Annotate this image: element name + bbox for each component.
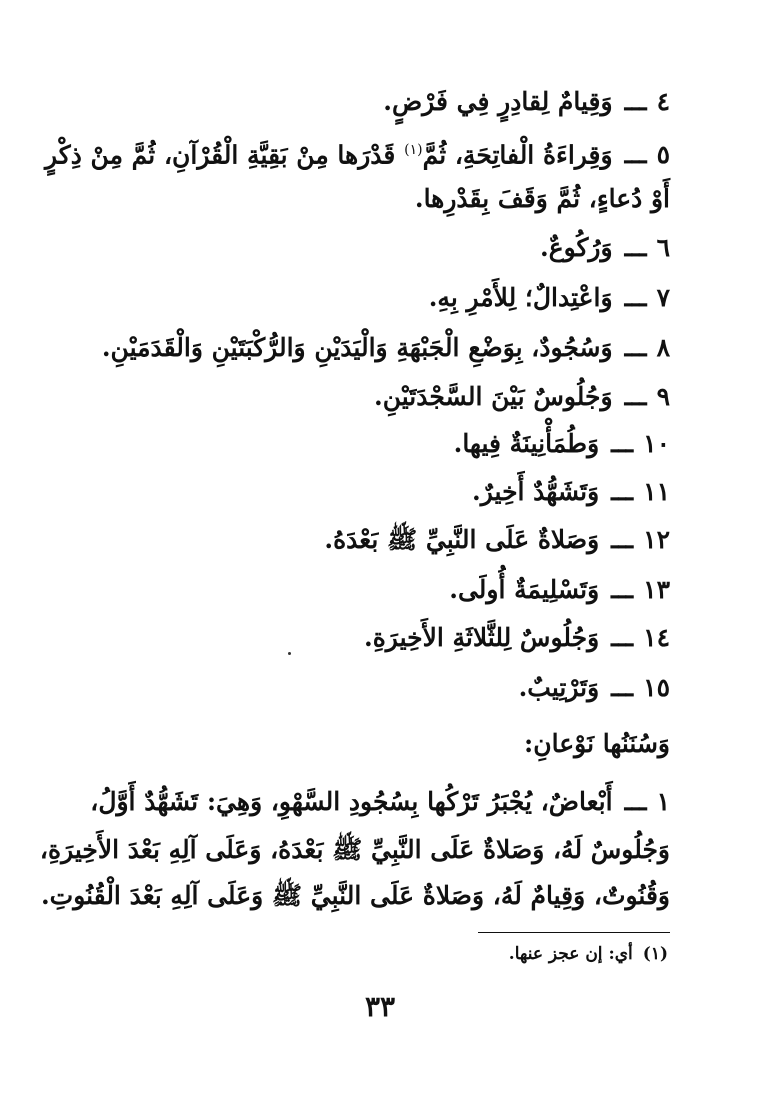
paragraph-text: أَبْعاضٌ، يُجْبَرُ تَرْكُها بِسُجُودِ السَّهْوِ، وَهِيَ: تَشَهُّدٌ أَوَّلُ،	[90, 787, 613, 816]
item-dash: ـــ	[624, 333, 647, 362]
item-dash: ـــ	[611, 623, 634, 652]
list-item-8	[60, 330, 670, 366]
item-text: وَجُلُوسٌ لِلثَّلاثَةِ الأَخِيرَةِ.	[364, 623, 600, 652]
item-number: ١٤	[643, 623, 670, 652]
item-continuation-text: أَوْ دُعاءٍ، ثُمَّ وَقَفَ بِقَدْرِها.	[414, 184, 670, 213]
item-number: ١٢	[643, 525, 670, 554]
footnote-number: (١)	[642, 944, 668, 964]
item-dash: ـــ	[611, 575, 634, 604]
abaad-line-3	[40, 878, 670, 914]
item-text: وَتَشَهُّدٌ أَخِيرٌ.	[472, 477, 600, 506]
item-text: وَتَسْلِيمَةٌ أُولَى.	[449, 575, 600, 604]
item-number: ٦	[656, 233, 670, 262]
list-item-7	[60, 280, 670, 316]
item-text: وَاعْتِدالٌ؛ لِلأَمْرِ بِهِ.	[428, 283, 613, 312]
item-dash: ـــ	[624, 87, 647, 116]
item-text: وَسُجُودٌ، بِوَضْعِ الْجَبْهَةِ وَالْيَدَيْنِ وَالرُّكْبَتَيْنِ وَالْقَدَمَيْنِ.	[101, 333, 613, 362]
list-item-9	[60, 379, 670, 415]
item-number: ٥	[656, 140, 670, 170]
item-text: وَتَرْتِيبٌ.	[518, 673, 600, 702]
page-number: ٣٣	[364, 990, 396, 1023]
item-number: ١٠	[643, 429, 670, 458]
footnote-separator	[478, 932, 670, 933]
abaad-line-1	[60, 784, 670, 820]
list-item-4	[60, 84, 670, 120]
list-item-15	[60, 670, 670, 706]
footnote	[509, 942, 668, 966]
item-number: ١١	[643, 477, 670, 506]
heading-text: وَسُنَنُها نَوْعانِ:	[524, 729, 670, 758]
item-text: وَجُلُوسٌ بَيْنَ السَّجْدَتَيْنِ.	[374, 382, 613, 411]
item-dash: ـــ	[611, 429, 634, 458]
item-number: ١٥	[643, 673, 670, 702]
list-item-13	[60, 572, 670, 608]
item-number: ١	[656, 787, 670, 816]
paragraph-text: وَقُنُوتٌ، وَقِيامٌ لَهُ، وَصَلاةٌ عَلَى النَّبِيِّ ﷺ وَعَلَى آلِهِ بَعْدَ الْقُنُوتِ.	[40, 881, 670, 910]
list-item-12	[60, 522, 670, 558]
list-item-11	[60, 474, 670, 510]
list-item-5-continuation	[60, 181, 670, 217]
item-dash: ـــ	[611, 673, 634, 702]
footnote-reference[interactable]: (١)	[404, 142, 423, 158]
item-dash: ـــ	[624, 140, 647, 170]
item-dash: ـــ	[611, 525, 634, 554]
list-item-5	[45, 132, 670, 173]
item-number: ٤	[656, 87, 670, 116]
print-speck	[288, 652, 291, 655]
item-text: وَصَلاةٌ عَلَى النَّبِيِّ ﷺ بَعْدَهُ.	[324, 525, 600, 554]
item-text: وَطُمَأْنِينَةٌ فِيها.	[453, 429, 600, 458]
paragraph-text: وَجُلُوسٌ لَهُ، وَصَلاةٌ عَلَى النَّبِيِّ ﷺ بَعْدَهُ، وَعَلَى آلِهِ بَعْدَ الأَخِيرَةِ،	[39, 835, 670, 864]
sunan-heading	[60, 726, 670, 762]
item-dash: ـــ	[611, 477, 634, 506]
item-dash: ـــ	[624, 283, 647, 312]
item-number: ١٣	[643, 575, 670, 604]
item-dash: ـــ	[624, 382, 647, 411]
item-dash: ـــ	[624, 787, 647, 816]
item-number: ٧	[656, 283, 670, 312]
item-text: وَرُكُوعٌ.	[539, 233, 613, 262]
list-item-14	[60, 620, 670, 656]
abaad-line-2	[39, 832, 670, 868]
item-number: ٩	[656, 382, 670, 411]
item-text-before: وَقِراءَةُ الْفاتِحَةِ، ثُمَّ	[422, 140, 613, 170]
item-number: ٨	[656, 333, 670, 362]
item-text-after: قَدْرَها مِنْ بَقِيَّةِ الْقُرْآنِ، ثُمَّ مِنْ ذِكْرٍ	[45, 140, 396, 170]
item-text: وَقِيامٌ لِقادِرٍ فِي فَرْضٍ.	[383, 87, 613, 116]
footnote-text: أي: إن عجز عنها.	[508, 944, 633, 964]
item-dash: ـــ	[624, 233, 647, 262]
list-item-6	[60, 230, 670, 266]
list-item-10	[60, 426, 670, 462]
